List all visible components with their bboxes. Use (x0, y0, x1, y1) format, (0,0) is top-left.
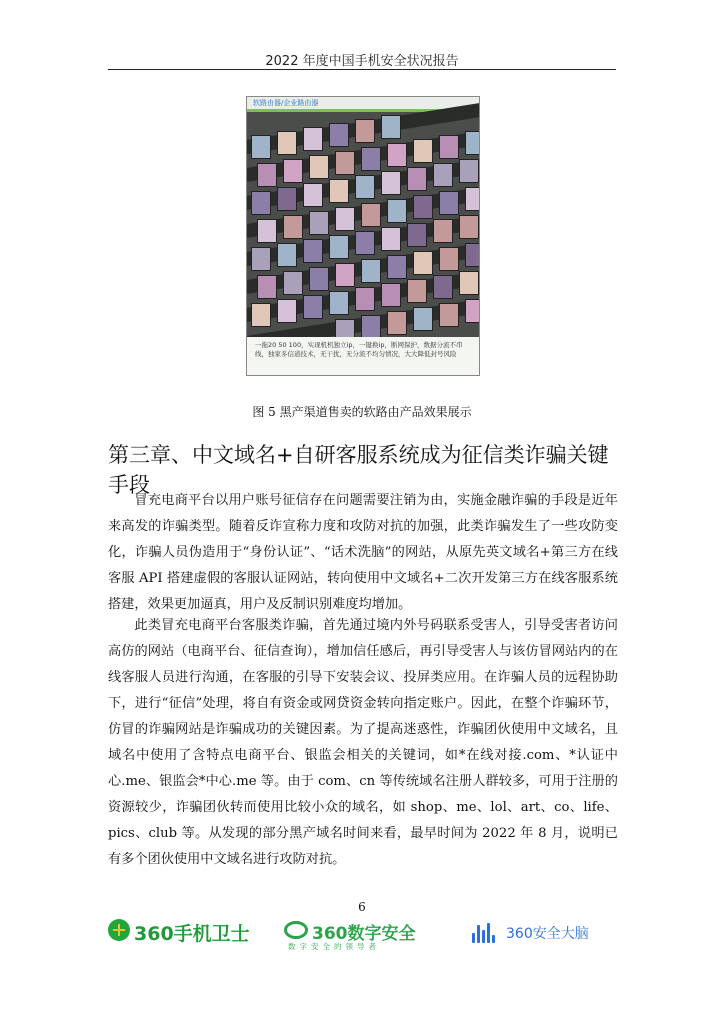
blurred-phone (433, 219, 453, 243)
blurred-phone (361, 259, 381, 283)
blurred-phone (329, 179, 349, 203)
blurred-phone (361, 315, 381, 339)
blurred-phone (283, 159, 303, 183)
blurred-phone (465, 243, 480, 267)
blurred-phone (439, 191, 459, 215)
photo-label: 软路由器/企业路由器 (253, 99, 319, 107)
blurred-phone (277, 243, 297, 267)
blurred-phone (335, 151, 355, 175)
logo-360-mobile-guard (108, 915, 258, 955)
blurred-phone (381, 171, 401, 195)
logo-360-mobile-guard-text: 360手机卫士 (134, 923, 250, 945)
sound-bars-icon (472, 921, 502, 943)
blurred-phone (257, 219, 277, 243)
blurred-phone (407, 279, 427, 303)
logo-360-security-brain (472, 915, 612, 955)
blurred-phone (303, 127, 323, 151)
blurred-phone (251, 247, 271, 271)
blurred-phone (355, 231, 375, 255)
blurred-phone (335, 207, 355, 231)
blurred-phone (257, 163, 277, 187)
blurred-phone (381, 283, 401, 307)
blurred-phone (439, 303, 459, 327)
blurred-phone (303, 239, 323, 263)
blurred-phone (303, 183, 323, 207)
ring-icon (284, 921, 308, 939)
blurred-phone (251, 191, 271, 215)
blurred-phone (283, 215, 303, 239)
photo-caption-box (247, 337, 479, 375)
chapter-title: 第三章、中文域名+自研客服系统成为征信类诈骗关键手段 (108, 443, 609, 497)
blurred-phone (407, 223, 427, 247)
blurred-phone (277, 299, 297, 323)
blurred-phone (283, 271, 303, 295)
blurred-phone (413, 307, 433, 331)
logo-360-security-brain-text: 360安全大脑 (506, 926, 589, 942)
blurred-phone (335, 263, 355, 287)
blurred-phone (251, 303, 271, 327)
router-product-photo (246, 96, 480, 376)
blurred-phone (459, 159, 479, 183)
blurred-phone (387, 255, 407, 279)
blurred-phone (329, 235, 349, 259)
blurred-phone (465, 131, 480, 155)
blurred-phone (459, 215, 479, 239)
blurred-phone (329, 291, 349, 315)
blurred-phone (387, 311, 407, 335)
page-number: 6 (358, 900, 366, 914)
blurred-phone (459, 271, 479, 295)
blurred-phone (465, 299, 480, 323)
blurred-phone (355, 119, 375, 143)
paragraph-1: 冒充电商平台以用户账号征信存在问题需要注销为由，实施金融诈骗的手段是近年来高发的诈骗类型。随着反诈宣称力度和攻防对抗的加强，此类诈骗发生了一些攻防变化，诈骗人员伪造用于“身份认证”、“话术洗脑”的网站，从原先英文域名+第三方在线客服 API 搭建虚假的客服认证网站，转向使用中文域名+二次开发第三方在线客服系统搭建，效果更加逼真，用户及反制识别难度均增加。 (108, 493, 618, 612)
blurred-phone (309, 155, 329, 179)
blurred-phone (387, 143, 407, 167)
blurred-phone (361, 203, 381, 227)
blurred-phone (433, 275, 453, 299)
blurred-phone (355, 287, 375, 311)
blurred-phone (329, 123, 349, 147)
paragraph-2: 此类冒充电商平台客服类诈骗，首先通过境内外号码联系受害人，引导受害者访问高仿的网站（电商平台、征信查询），增加信任感后，再引导受害人与该仿冒网站内的在线客服人员进行沟通，在客服的引导下安装会议、投屏类应用。在诈骗人员的远程协助下，进行“征信”处理，将自有资金或网贷资金转向指定账户。因此，在整个诈骗环节，仿冒的诈骗网站是诈骗成功的关键因素。为了提高迷惑性，诈骗团伙使用中文域名，且域名中使用了含特点电商平台、银监会相关的关键词，如*在线对接.com、*认证中心.me、银监会*中心.me 等。由于 com、cn 等传统域名注册人群较多，可用于注册的资源较少，诈骗团伙转而使用比较小众的域名，如 shop、me、lol、art、co、life、pics、club 等。从发现的部分黑产域名时间来看，最早时间为 2022 年 8 月，说明已有多个团伙使用中文域名进行攻防对抗。 (108, 618, 618, 867)
blurred-phone (277, 187, 297, 211)
blurred-phone (433, 163, 453, 187)
blurred-phone (309, 211, 329, 235)
photo-caption-text: 一拖20 50 100，实现机机独立ip，一键换ip，断网保护，数据分流不串线，独家多信道技术，无干扰，无分流不均匀情况，大大降低封号风险 (255, 341, 463, 358)
blurred-phone (465, 187, 480, 211)
blurred-phone (413, 251, 433, 275)
page-header-title: 2022 年度中国手机安全状况报告 (265, 54, 459, 69)
blurred-phone (303, 295, 323, 319)
blurred-phone (251, 135, 271, 159)
blurred-phone (413, 139, 433, 163)
logo-360-digital-security (284, 915, 444, 955)
blurred-phone (381, 115, 401, 139)
logo-360-digital-security-slogan: 数字安全的领导者 (288, 942, 380, 951)
blurred-phone (257, 275, 277, 299)
logo-360-digital-security-text: 360数字安全 (312, 924, 416, 944)
blurred-phone (407, 167, 427, 191)
blurred-phone (355, 175, 375, 199)
blurred-phone (277, 131, 297, 155)
blurred-phone (309, 267, 329, 291)
photo-title-bar (247, 97, 479, 109)
blurred-phone (387, 199, 407, 223)
blurred-phone (413, 195, 433, 219)
blurred-phone (439, 135, 459, 159)
header-rule (108, 69, 616, 70)
blurred-phone (439, 247, 459, 271)
blurred-phone (361, 147, 381, 171)
blurred-phone (381, 227, 401, 251)
figure-caption: 图 5 黑产渠道售卖的软路由产品效果展示 (252, 405, 472, 419)
plus-shield-icon (108, 919, 130, 941)
